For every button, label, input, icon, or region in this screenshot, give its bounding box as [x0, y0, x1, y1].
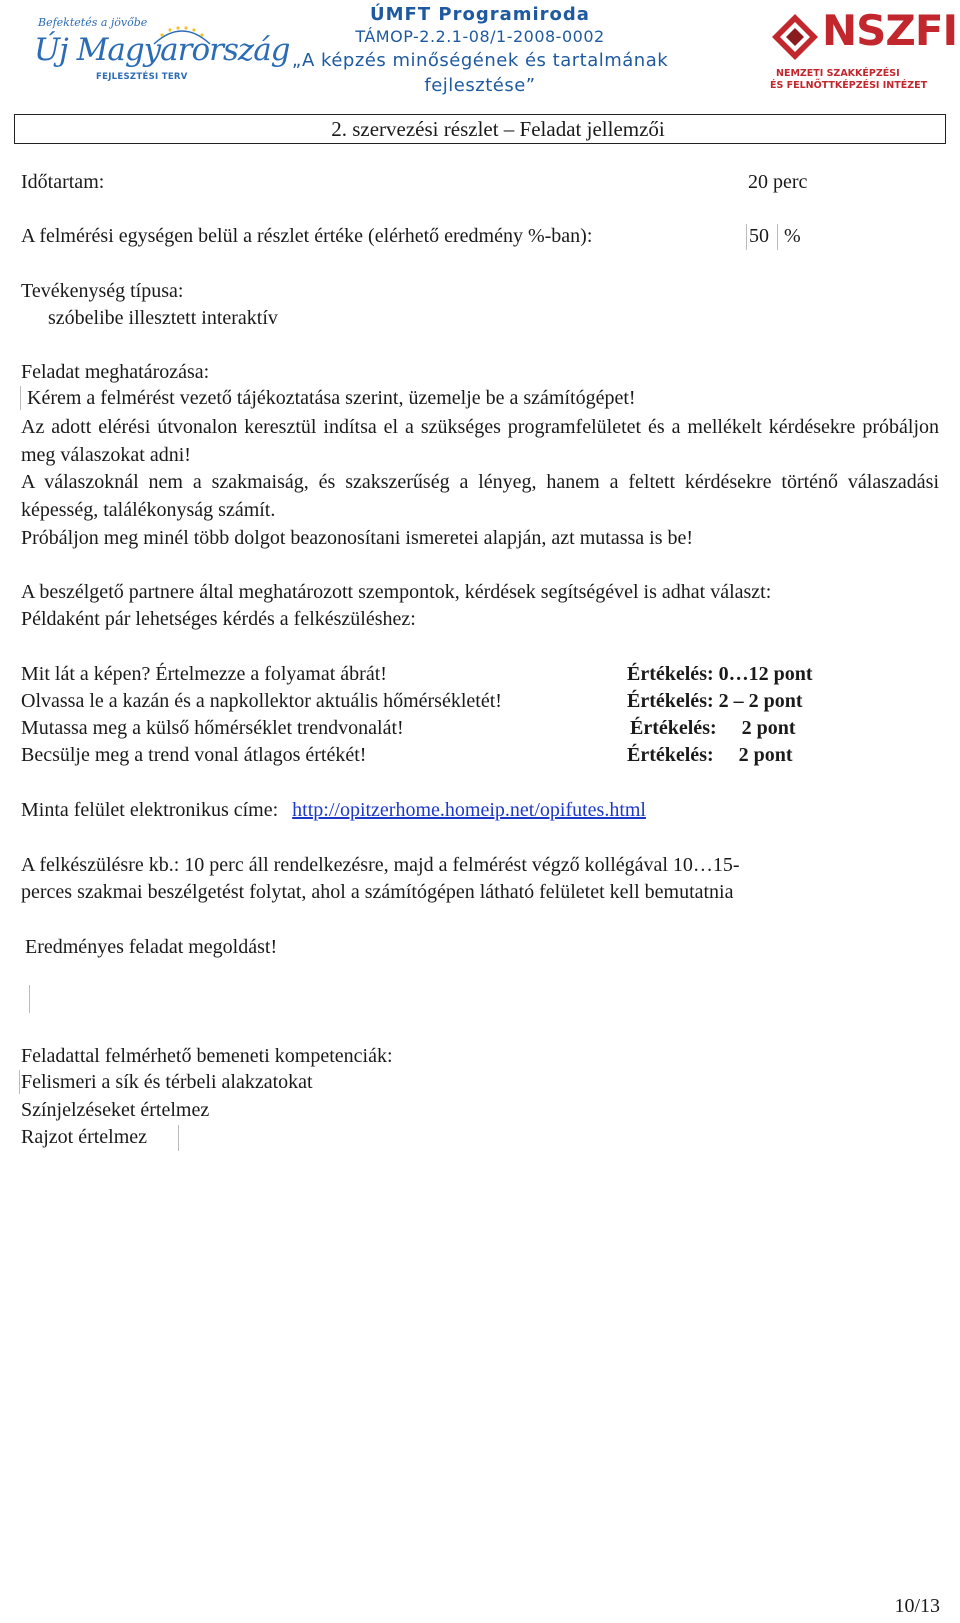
field-marker: [746, 224, 747, 250]
activity-label: Tevékenység típusa:: [21, 280, 184, 302]
value-label: A felmérési egységen belül a részlet értéke (elérhető eredmény %-ban):: [21, 225, 593, 247]
competencies-label: Feladattal felmérhető bemeneti kompetenciák:: [21, 1045, 393, 1067]
uj-magyarorszag-logo: [34, 10, 290, 90]
project-title-line1: „A képzés minőségének és tartalmának: [291, 50, 669, 71]
program-office: ÚMFT Programiroda: [370, 4, 590, 25]
prep-line-2: perces szakmai beszélgetést folytat, ahol a számítógépen látható felületet kell bemutatnia: [21, 881, 734, 903]
nszfi-name: NSZFI: [822, 6, 958, 55]
nszfi-emblem-icon: [770, 12, 820, 62]
logo-subtitle: FEJLESZTÉSI TERV: [96, 72, 188, 82]
question-3: Mutassa meg a külső hőmérséklet trendvonalát!: [21, 717, 404, 739]
task-paragraph-2: Az adott elérési útvonalon keresztül indítsa el a szükséges programfelületet és a mellékelt kérdésekre próbáljon meg válaszokat adni!: [21, 416, 939, 466]
field-marker: [20, 386, 21, 410]
section-title-box: [14, 114, 946, 144]
competency-item-1: Felismeri a sík és térbeli alakzatokat: [21, 1071, 313, 1093]
intro-line-2: Példaként pár lehetséges kérdés a felkészüléshez:: [21, 608, 416, 630]
intro-line-1: A beszélgető partnere által meghatározott szempontok, kérdések segítségével is adhat választ:: [21, 581, 772, 603]
evaluation-3: Értékelés: 2 pont: [630, 717, 796, 739]
duration-value: 20 perc: [748, 171, 808, 193]
evaluation-2: Értékelés: 2 – 2 pont: [627, 690, 803, 712]
page-header: [0, 0, 960, 95]
task-paragraph-4: Próbáljon meg minél több dolgot beazonosítani ismeretei alapján, azt mutassa is be!: [21, 527, 694, 549]
logo-tagline: Befektetés a jövőbe: [38, 16, 148, 29]
competency-item-2: Színjelzéseket értelmez: [21, 1099, 210, 1121]
evaluation-1: Értékelés: 0…12 pont: [627, 663, 813, 685]
task-label: Feladat meghatározása:: [21, 361, 210, 383]
question-2: Olvassa le a kazán és a napkollektor aktuális hőmérsékletét!: [21, 690, 502, 712]
competency-item-3: Rajzot értelmez: [21, 1126, 148, 1148]
sample-label: Minta felület elektronikus címe:: [21, 799, 279, 821]
field-marker: [19, 1070, 20, 1094]
field-marker: [29, 985, 30, 1013]
section-title: 2. szervezési részlet – Feladat jellemzői: [331, 117, 665, 141]
evaluation-4: Értékelés: 2 pont: [627, 744, 793, 766]
activity-value: szóbelibe illesztett interaktív: [48, 307, 278, 329]
question-1: Mit lát a képen? Értelmezze a folyamat ábrát!: [21, 663, 387, 685]
nszfi-sub1: NEMZETI SZAKKÉPZÉSI: [776, 68, 900, 79]
task-paragraph-3: A válaszoknál nem a szakmaiság, és szakszerűség a lényeg, hanem a feltett kérdésekre történő válaszadási képesség, találékonyság számít.: [21, 471, 939, 521]
logo-title: Új Magyarország: [34, 32, 290, 68]
question-4: Becsülje meg a trend vonal átlagos értékét!: [21, 744, 367, 766]
field-marker: [777, 224, 778, 250]
project-title-line2: fejlesztése”: [424, 75, 536, 96]
value-unit: %: [784, 225, 801, 247]
value-percent: 50: [749, 225, 769, 247]
sample-url-link[interactable]: http://opitzerhome.homeip.net/opifutes.html: [292, 799, 646, 821]
program-header: [250, 4, 710, 98]
task-paragraph-1: Kérem a felmérést vezető tájékoztatása szerint, üzemelje be a számítógépet!: [27, 387, 636, 409]
field-marker: [178, 1125, 179, 1151]
project-code: TÁMOP-2.2.1-08/1-2008-0002: [355, 27, 605, 46]
page-number: 10/13: [894, 1595, 940, 1617]
sample-row: [21, 796, 646, 824]
nszfi-logo: [770, 6, 958, 91]
prep-line-1: A felkészülésre kb.: 10 perc áll rendelkezésre, majd a felmérést végző kollégával 10…15-: [21, 854, 740, 876]
closing-wish: Eredményes feladat megoldást!: [25, 936, 278, 958]
duration-label: Időtartam:: [21, 171, 105, 193]
nszfi-sub2: ÉS FELNŐTTKÉPZÉSI INTÉZET: [770, 80, 928, 91]
